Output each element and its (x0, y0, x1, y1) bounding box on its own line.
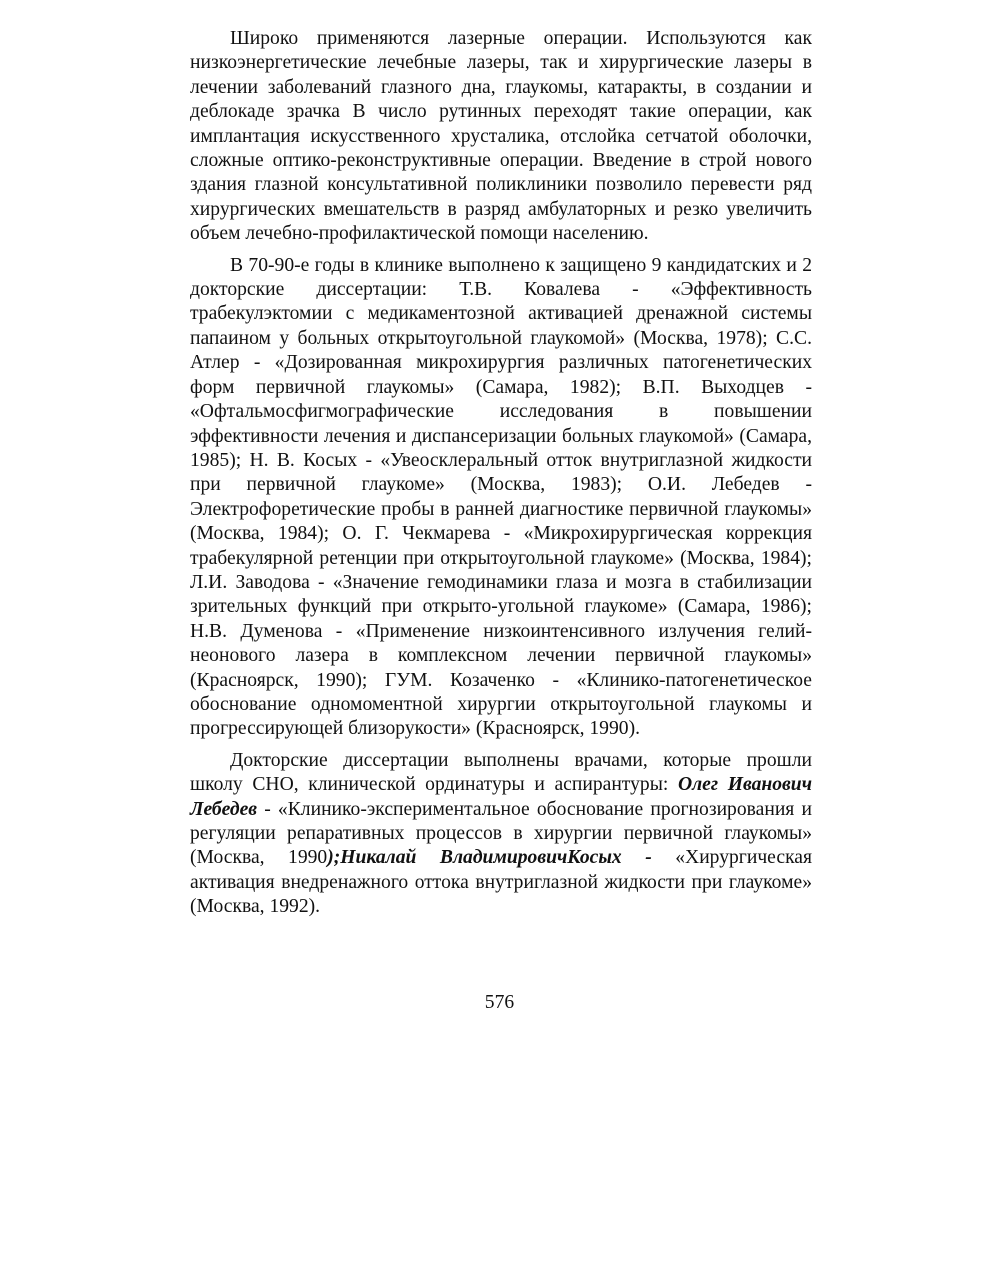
document-page (190, 27, 812, 927)
author-name-lebedev: Олег Иванович Лебедев (190, 774, 812, 820)
paragraph-dissertations-list: В 70-90-е годы в клинике выполнено к защищено 9 кандидатских и 2 докторские диссертации: Т.В. Ковалева - «Эффективность трабекулэктомии с медикаментозной активацией дренажной системы папаином у больных открытоугольной глаукомой» (Москва, 1978); С.С. Атлер - «Дозированная микрохирургия различных патогенетических форм первичной глаукомы» (Самара, 1982); В.П. Выходцев - «Офтальмосфигмографические исследования в повышении эффективности лечения и диспансеризации больных глаукомой» (Самара, 1985); Н. В. Косых - «Увеосклеральный отток внутриглазной жидкости при первичной глаукоме» (Москва, 1983); О.И. Лебедев - Электрофоретические пробы в ранней диагностике первичной глаукомы» (Москва, 1984); О. Г. Чекмарева - «Микрохирургическая коррекция трабекулярной ретенции при открытоугольной глаукоме» (Москва, 1984); Л.И. Заводова - «Значение гемодинамики глаза и мозга в стабилизации зрительных функций при открыто-угольной глаукоме» (Самара, 1986); Н.В. Думенова - «Применение низкоинтенсивного излучения гелий-неонового лазера в комплексном лечении первичной глаукомы» (Красноярск, 1990); ГУМ. Козаченко - «Клинико-патогенетическое обоснование одномоментной хирургии открытоугольной глаукомы и прогрессирующей близорукости» (Красноярск, 1990). (190, 254, 812, 740)
paragraph-laser-operations: Широко применяются лазерные операции. Используются как низкоэнергетические лечебные лазеры, так и хирургические лазеры в лечении заболеваний глазного дна, глаукомы, катаракты, в создании и деблокаде зрачка В число рутинных переходят такие операции, как имплантация искусственного хрусталика, отслойка сетчатой оболочки, сложные оптико-реконструктивные операции. Введение в строй нового здания глазной консультативной поликлиники позволило перевести ряд хирургических вмешательств в разряд амбулаторных и резко увеличить объем лечебно-профилактической помощи населению. (190, 28, 812, 245)
paragraph-doctoral-dissertations (190, 749, 812, 920)
page-number: 576 (484, 992, 515, 1013)
paragraph-text-part-1: Докторские диссертации выполнены врачами, которые прошли школу СНО, клинической ординатуры и аспирантуры: (190, 749, 812, 796)
paragraph-text-part-3: «Хирургическая активация внедренажного оттока внутриглазной жидкости при глаукоме» (Москва, 1992). (190, 847, 812, 918)
author-name-kosykh: );Никалай ВладимировичКосых - (327, 847, 652, 869)
paragraph-text-part-2: - «Клинико-экспериментальное обоснование прогнозирования и регуляции репаративных процессов в хирургии первичной глаукомы» (Москва, 1990 (190, 798, 812, 869)
